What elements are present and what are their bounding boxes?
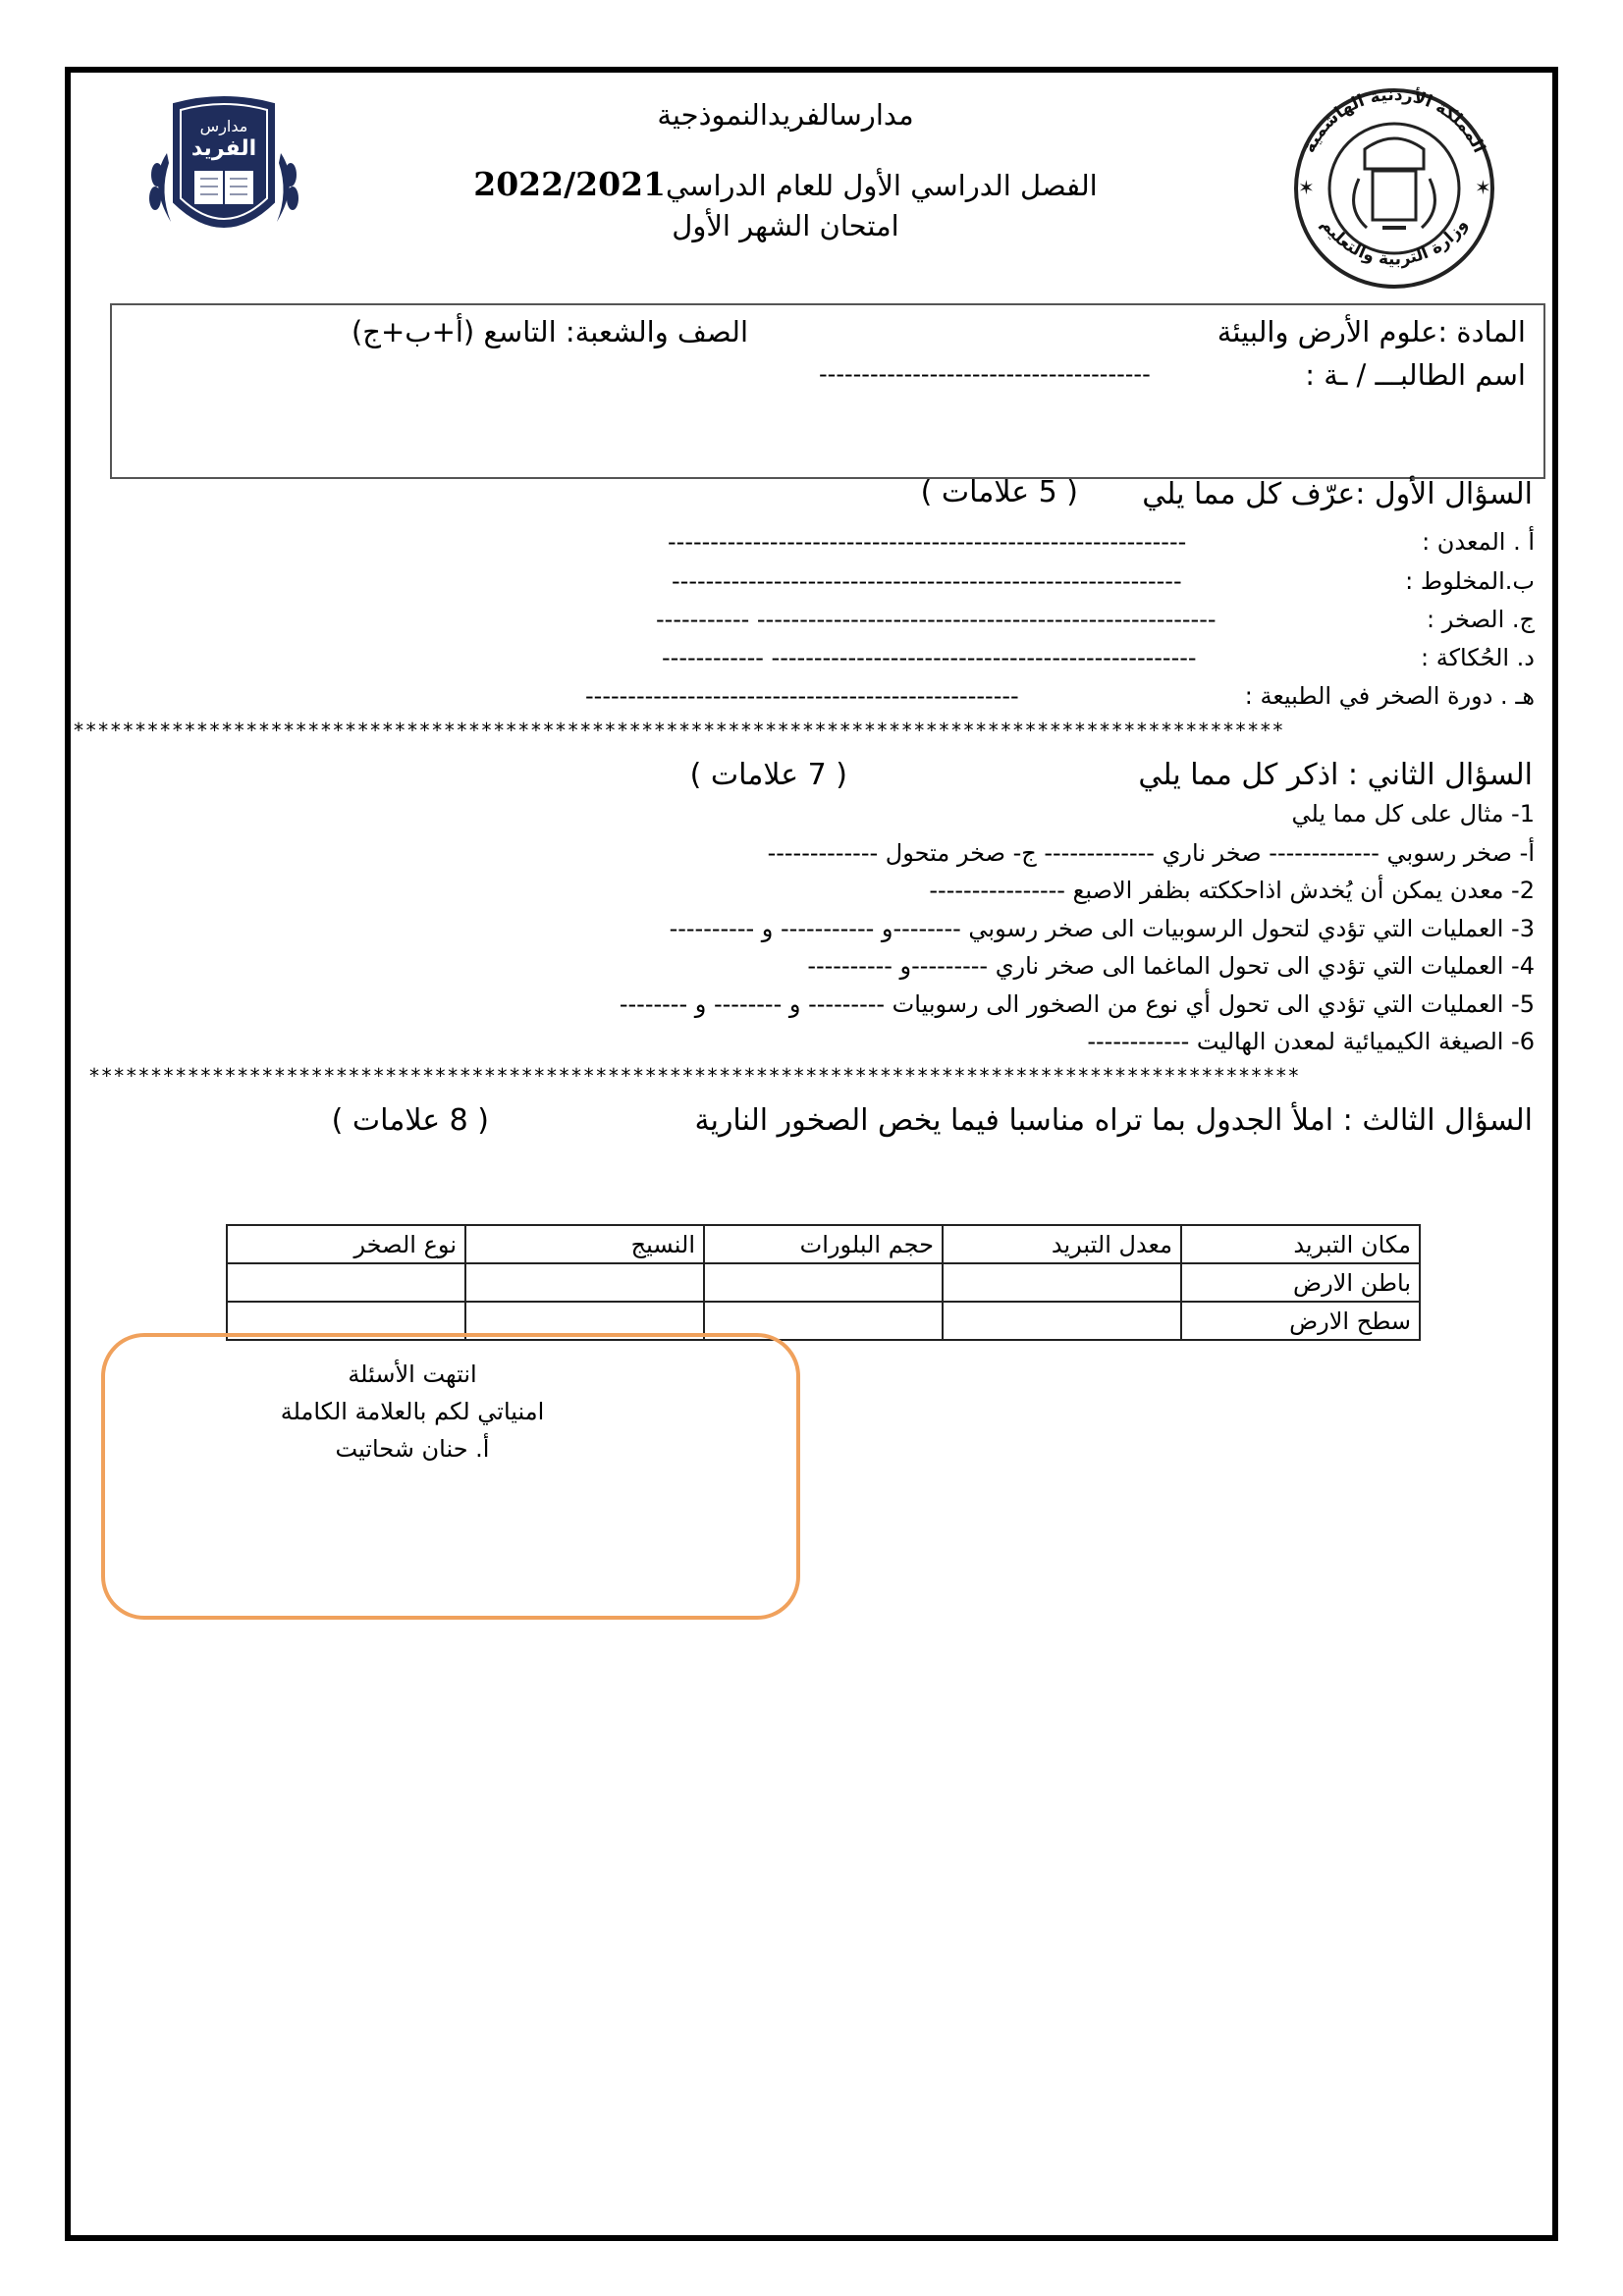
q1-item-d-blank: ------------ --------------------------------------------------	[662, 644, 1197, 671]
subject-label: المادة :علوم الأرض والبيئة	[1217, 315, 1526, 348]
table-header-row	[227, 1225, 1420, 1263]
student-name-blank: ---------------------------------------	[819, 360, 1151, 388]
q2-line-3: 3- العمليات التي تؤدي لتحول الرسوبيات الى صخر رسوبي --------و ----------- و ----------	[669, 915, 1535, 942]
q2-line-4: 4- العمليات التي تؤدي الى تحول الماغما الى صخر ناري ---------و ----------	[807, 952, 1535, 980]
closing-line-1: انتهت الأسئلة	[348, 1361, 477, 1388]
q1-item-e-blank: ---------------------------------------------------	[585, 682, 1019, 710]
q3-title: السؤال الثالث : املأ الجدول بما تراه مناسبا فيما يخص الصخور النارية	[694, 1103, 1533, 1138]
grade-label: الصف والشعبة: التاسع (أ+ب+ج)	[351, 315, 748, 348]
exam-title: امتحان الشهر الأول	[672, 209, 899, 242]
table-cell-blank[interactable]	[943, 1302, 1181, 1340]
table-header-cell: النسيج	[465, 1225, 704, 1263]
table-cell: سطح الارض	[1181, 1302, 1420, 1340]
q1-item-a-label: أ . المعدن :	[1422, 528, 1535, 556]
logo-top-text: مدارس	[199, 117, 248, 135]
table-header-cell: نوع الصخر	[227, 1225, 465, 1263]
q2-line-1: 1- مثال على كل مما يلي	[1291, 800, 1535, 828]
logo-name-text: الفريد	[190, 136, 257, 161]
table-cell-blank[interactable]	[465, 1263, 704, 1302]
svg-text:المملكة الأردنية الهاشمية: المملكة الأردنية الهاشمية	[1299, 84, 1489, 156]
q2-title: السؤال الثاني : اذكر كل مما يلي	[1138, 758, 1533, 792]
q1-item-a-blank: -------------------------------------------------------------	[668, 528, 1187, 556]
term-text: الفصل الدراسي الأول للعام الدراسي	[666, 169, 1098, 202]
ministry-seal	[1276, 80, 1512, 296]
table-header-cell: مكان التبريد	[1181, 1225, 1420, 1263]
teacher-name: أ. حنان شحاتيت	[335, 1435, 490, 1463]
q2-line-5: 5- العمليات التي تؤدي الى تحول أي نوع من الصخور الى رسوبيات --------- و -------- و --------	[619, 990, 1535, 1018]
separator-line: **************************************************************************************************	[73, 719, 1284, 742]
table-header-cell: معدل التبريد	[943, 1225, 1181, 1263]
table-cell-blank[interactable]	[943, 1263, 1181, 1302]
school-logo	[120, 94, 328, 251]
q1-item-c-blank: ----------- ------------------------------------------------------	[656, 606, 1217, 633]
q2-line-6: 6- الصيغة الكيميائية لمعدن الهاليت ------------	[1087, 1028, 1535, 1055]
table-cell-blank[interactable]	[704, 1263, 943, 1302]
student-info-box	[110, 303, 1545, 479]
q2-marks: ( 7 علامات )	[689, 758, 847, 792]
student-name-label: اسم الطالبـــ / ـة :	[1305, 358, 1526, 392]
svg-text:وزارة التربية والتعليم: وزارة التربية والتعليم	[1317, 215, 1472, 270]
closing-line-2: امنياتي لكم بالعلامة الكاملة	[280, 1398, 545, 1425]
q1-title: السؤال الأول :عرّف كل مما يلي	[1142, 477, 1533, 511]
term-line	[432, 165, 1139, 203]
table-header-cell: حجم البلورات	[704, 1225, 943, 1263]
separator-line-2: **************************************************************************************************	[88, 1064, 1300, 1088]
q1-marks: ( 5 علامات )	[920, 475, 1078, 509]
academic-year: 2022/2021	[473, 165, 666, 203]
igneous-rocks-table	[226, 1224, 1421, 1341]
school-name: مدارسالفريدالنموذجية	[657, 98, 914, 132]
q3-marks: ( 8 علامات )	[331, 1103, 489, 1138]
table-cell: باطن الارض	[1181, 1263, 1420, 1302]
q1-item-b-blank: ------------------------------------------------------------	[672, 567, 1182, 595]
q1-item-c-label: ج. الصخر :	[1427, 606, 1535, 633]
table-row	[227, 1263, 1420, 1302]
q1-item-b-label: ب.المخلوط :	[1405, 567, 1535, 595]
svg-text:✶: ✶	[1475, 176, 1491, 199]
q1-item-e-label: هـ . دورة الصخر في الطبيعة :	[1244, 682, 1535, 710]
table-cell-blank[interactable]	[227, 1263, 465, 1302]
svg-text:✶: ✶	[1298, 176, 1315, 199]
q1-item-d-label: د. الحُكاكة :	[1421, 644, 1535, 671]
q2-line-1a: أ- صخر رسوبي ------------- صخر ناري ------------- ج- صخر متحول -------------	[767, 839, 1535, 867]
q2-line-2: 2- معدن يمكن أن يُخدش اذاحككته بظفر الاصبع ----------------	[929, 877, 1535, 904]
